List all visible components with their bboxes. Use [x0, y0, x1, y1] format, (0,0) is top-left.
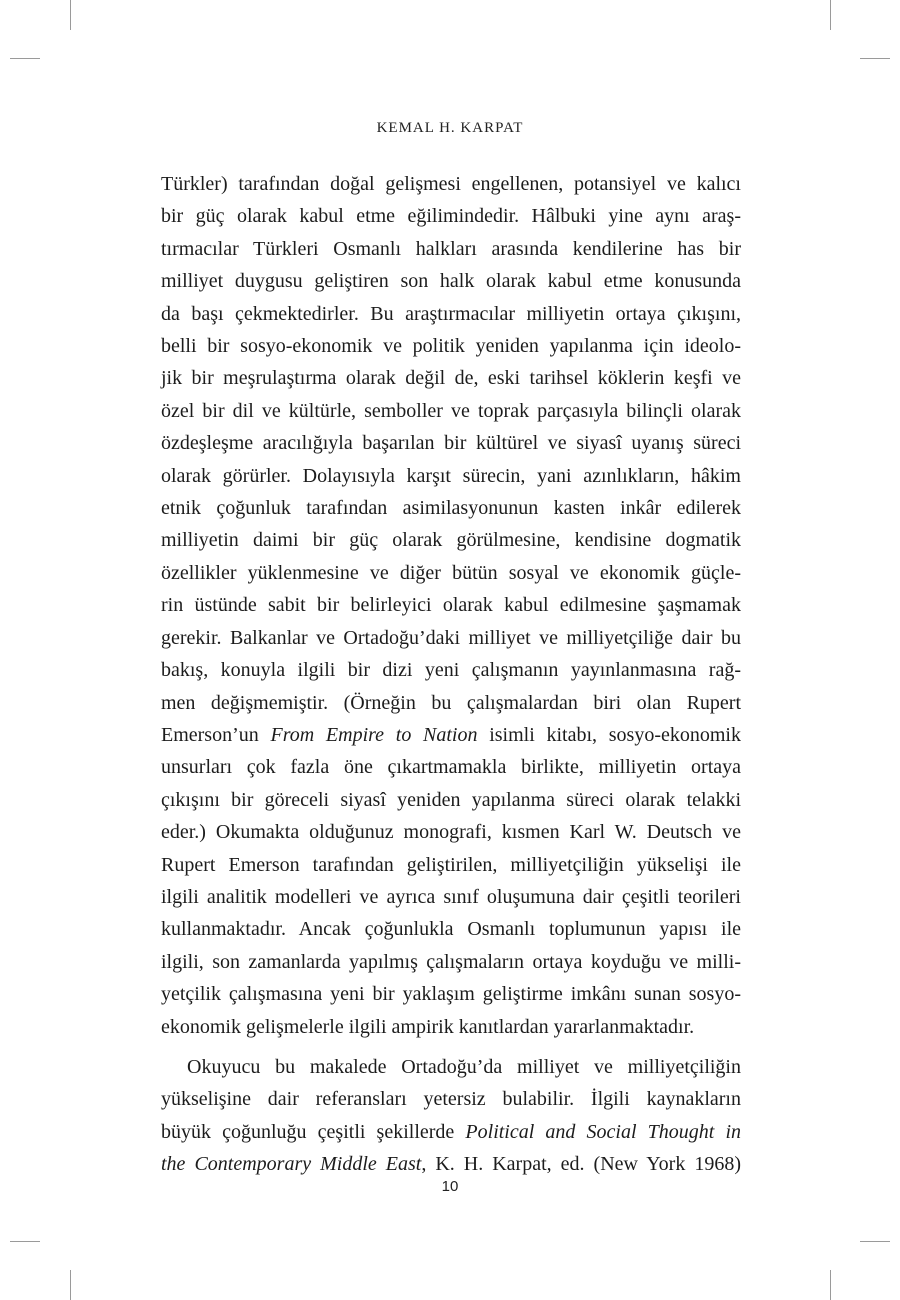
text-line: bakış, konuyla ilgili bir dizi yeni çalışmanın yayınlanmasına rağ-: [161, 659, 741, 682]
text-segment: büyük çoğunluğu çeşitli şekillerde: [161, 1120, 466, 1143]
text-line: belli bir sosyo-ekonomik ve politik yeniden yapılanma için ideolo-: [161, 335, 741, 358]
text-line: unsurları çok fazla öne çıkartmamakla birlikte, milliyetin ortaya: [161, 756, 741, 779]
crop-mark-top-right-horizontal: [860, 58, 890, 59]
text-segment: Emerson’un: [161, 723, 271, 746]
text-line: rin üstünde sabit bir belirleyici olarak kabul edilmesine şaşmamak: [161, 594, 741, 617]
text-line: ekonomik gelişmelerle ilgili ampirik kanıtlardan yararlanmaktadır.: [161, 1015, 695, 1038]
text-line: kullanmaktadır. Ancak çoğunlukla Osmanlı toplumunun yapısı ile: [161, 918, 741, 941]
crop-mark-bottom-left-horizontal: [10, 1241, 40, 1242]
text-line: çıkışını bir göreceli siyasî yeniden yapılanma süreci olarak telakki: [161, 788, 741, 811]
text-line: gerekir. Balkanlar ve Ortadoğu’daki milliyet ve milliyetçiliğe dair bu: [161, 626, 741, 649]
crop-mark-bottom-left-vertical: [70, 1270, 71, 1300]
text-line: jik bir meşrulaştırma olarak değil de, eski tarihsel köklerin keşfi ve: [161, 367, 741, 390]
paragraph: [161, 168, 741, 1043]
text-line: ilgili analitik modelleri ve ayrıca sınıf oluşumuna dair çeşitli teorileri: [161, 885, 741, 908]
text-line: tırmacılar Türkleri Osmanlı halkları arasında kendilerine has bir: [161, 237, 741, 260]
text-line: Türkler) tarafından doğal gelişmesi engellenen, potansiyel ve kalıcı: [161, 173, 741, 195]
paragraph: [161, 1051, 741, 1181]
body-text: [161, 168, 741, 1181]
text-line: men değişmemiştir. (Örneğin bu çalışmalardan biri olan Rupert: [161, 691, 741, 714]
text-line: eder.) Okumakta olduğunuz monografi, kısmen Karl W. Deutsch ve: [161, 821, 741, 844]
text-line: etnik çoğunluk tarafından asimilasyonunun kasten inkâr edilerek: [161, 497, 741, 520]
text-line: ilgili, son zamanlarda yapılmış çalışmaların ortaya koyduğu ve milli-: [161, 950, 741, 973]
text-line: [161, 719, 741, 751]
text-line: da başı çekmektedirler. Bu araştırmacılar milliyetin ortaya çıkışını,: [161, 302, 741, 325]
italic-title: From Empire to Nation: [270, 723, 478, 746]
crop-mark-top-right-vertical: [830, 0, 831, 30]
text-segment: isimli kitabı, sosyo-ekonomik: [477, 723, 741, 746]
text-line: milliyet duygusu geliştiren son halk olarak kabul etme konusunda: [161, 270, 741, 293]
text-line: yükselişine dair referansları yetersiz bulabilir. İlgili kaynakların: [161, 1088, 741, 1111]
text-line: [161, 1116, 741, 1148]
text-line: özellikler yüklenmesine ve diğer bütün sosyal ve ekonomik güçle-: [161, 561, 741, 584]
crop-mark-bottom-right-vertical: [830, 1270, 831, 1300]
text-line: olarak görürler. Dolayısıyla karşıt sürecin, yani azınlıkların, hâkim: [161, 464, 741, 487]
text-line: Okuyucu bu makalede Ortadoğu’da milliyet ve milliyetçiliğin: [187, 1055, 741, 1078]
running-head: KEMAL H. KARPAT: [376, 120, 524, 136]
text-line: Rupert Emerson tarafından geliştirilen, milliyetçiliğin yükselişi ile: [161, 853, 741, 876]
italic-title: the Contemporary Middle East: [161, 1153, 422, 1176]
text-line: özel bir dil ve kültürle, semboller ve toprak parçasıyla bilinçli olarak: [161, 399, 741, 422]
text-line: [161, 1148, 741, 1180]
text-segment: , K. H. Karpat, ed. (New York 1968): [421, 1153, 741, 1176]
crop-mark-top-left-horizontal: [10, 58, 40, 59]
page-number: 10: [441, 1178, 459, 1195]
text-line: bir güç olarak kabul etme eğilimindedir. Hâlbuki yine aynı araş-: [161, 205, 741, 228]
text-line: özdeşleşme aracılığıyla başarılan bir kültürel ve siyasî uyanış süreci: [161, 432, 741, 455]
text-line: yetçilik çalışmasına yeni bir yaklaşım geliştirme imkânı sunan sosyo-: [161, 983, 741, 1006]
text-line: milliyetin daimi bir güç olarak görülmesine, kendisine dogmatik: [161, 529, 741, 552]
italic-title: Political and Social Thought in: [465, 1120, 741, 1143]
crop-mark-bottom-right-horizontal: [860, 1241, 890, 1242]
crop-mark-top-left-vertical: [70, 0, 71, 30]
